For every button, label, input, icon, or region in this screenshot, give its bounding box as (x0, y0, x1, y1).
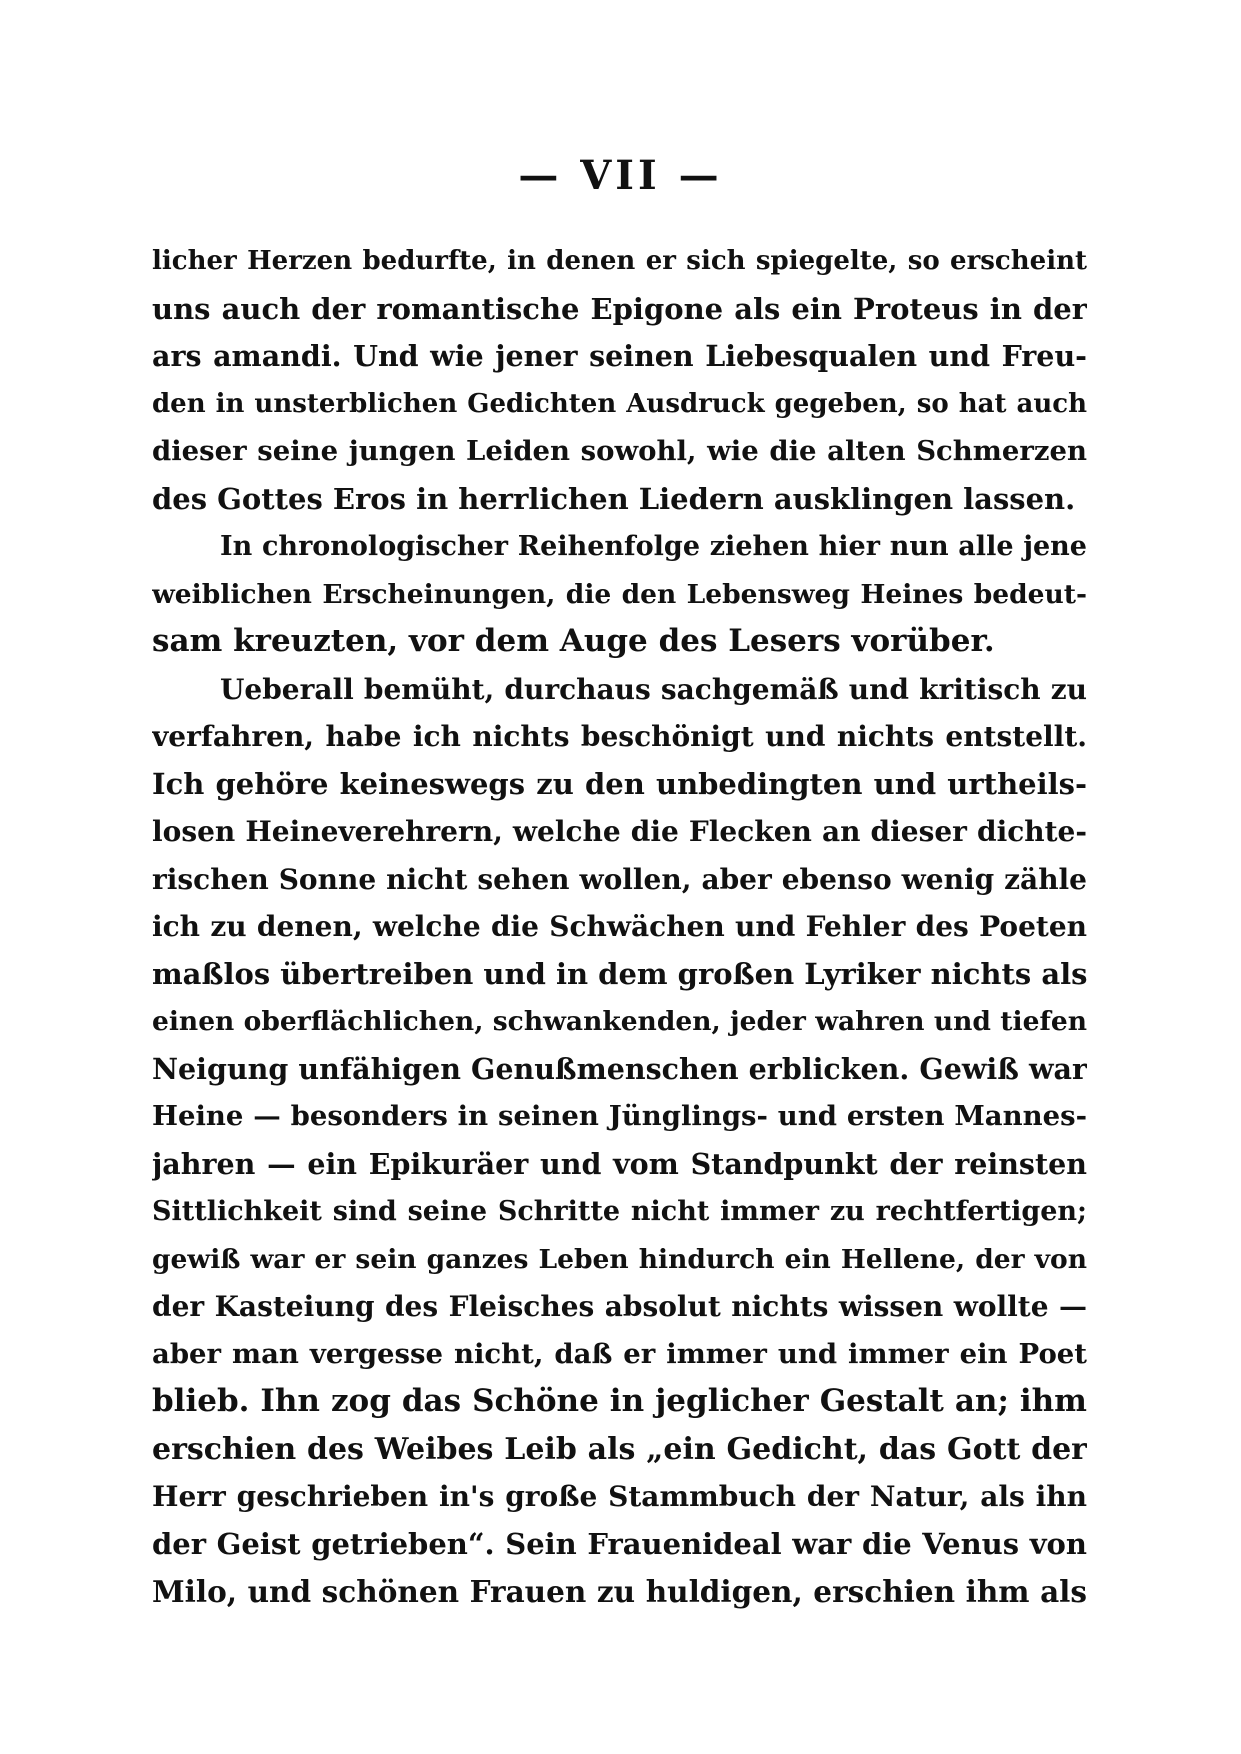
text-line: Sittlichkeit sind seine Schritte nicht immer zu rechtfertigen; (152, 1196, 1087, 1227)
text-line: den in unsterblichen Gedichten Ausdruck gegeben, so hat auch (152, 388, 1087, 419)
text-line: einen oberflächlichen, schwankenden, jeder wahren und tiefen (152, 1006, 1087, 1037)
text-line: licher Herzen bedurfte, in denen er sich spiegelte, so erscheint (152, 246, 1087, 276)
text-line: ars amandi. Und wie jener seinen Liebesqualen und Freu- (152, 339, 1087, 373)
text-line: blieb. Ihn zog das Schöne in jeglicher Gestalt an; ihm (152, 1383, 1087, 1419)
text-line: Neigung unfähigen Genußmenschen erblicken. Gewiß war (152, 1051, 1087, 1086)
page-number: — VII — (518, 152, 723, 199)
text-line: ich zu denen, welche die Schwächen und Fehler des Poeten (152, 910, 1087, 943)
text-line: des Gottes Eros in herrlichen Liedern ausklingen lassen. (152, 481, 1076, 516)
text-line: uns auch der romantische Epigone als ein Proteus in der (152, 291, 1087, 326)
text-line: Milo, und schönen Frauen zu huldigen, erschien ihm als (152, 1574, 1087, 1609)
text-line: Ich gehöre keineswegs zu den unbedingten und urtheils- (152, 766, 1087, 801)
text-line: dieser seine jungen Leiden sowohl, wie die alten Schmerzen (152, 435, 1087, 467)
body-text (152, 238, 1087, 1616)
text-line: verfahren, habe ich nichts beschönigt und nichts entstellt. (152, 720, 1087, 753)
text-line: erschien des Weibes Leib als „ein Gedicht, das Gott der (152, 1431, 1087, 1467)
text-line: losen Heineverehrern, welche die Flecken an dieser dichte- (152, 815, 1087, 848)
text-line: der Kasteiung des Fleisches absolut nichts wissen wollte — (152, 1290, 1087, 1323)
text-line: Heine — besonders in seinen Jünglings- und ersten Mannes- (152, 1100, 1087, 1132)
text-line: der Geist getrieben“. Sein Frauenideal war die Venus von (152, 1526, 1087, 1561)
text-line: weiblichen Erscheinungen, die den Lebensweg Heines bedeut- (152, 578, 1087, 610)
text-line: sam kreuzten, vor dem Auge des Lesers vorüber. (152, 623, 995, 659)
text-line: rischen Sonne nicht sehen wollen, aber ebenso wenig zähle (152, 862, 1087, 896)
text-line: Herr geschrieben in's große Stammbuch der Natur, als ihn (152, 1480, 1087, 1513)
text-line: aber man vergesse nicht, daß er immer und immer ein Poet (152, 1337, 1087, 1370)
text-line: In chronologischer Reihenfolge ziehen hier nun alle jene (220, 531, 1087, 562)
text-line: gewiß war er sein ganzes Leben hindurch ein Hellene, der von (152, 1243, 1087, 1275)
text-line: maßlos übertreiben und in dem großen Lyriker nichts als (152, 956, 1087, 991)
text-line: jahren — ein Epikuräer und vom Standpunkt der reinsten (152, 1146, 1087, 1181)
text-line: Ueberall bemüht, durchaus sachgemäß und kritisch zu (220, 672, 1087, 706)
